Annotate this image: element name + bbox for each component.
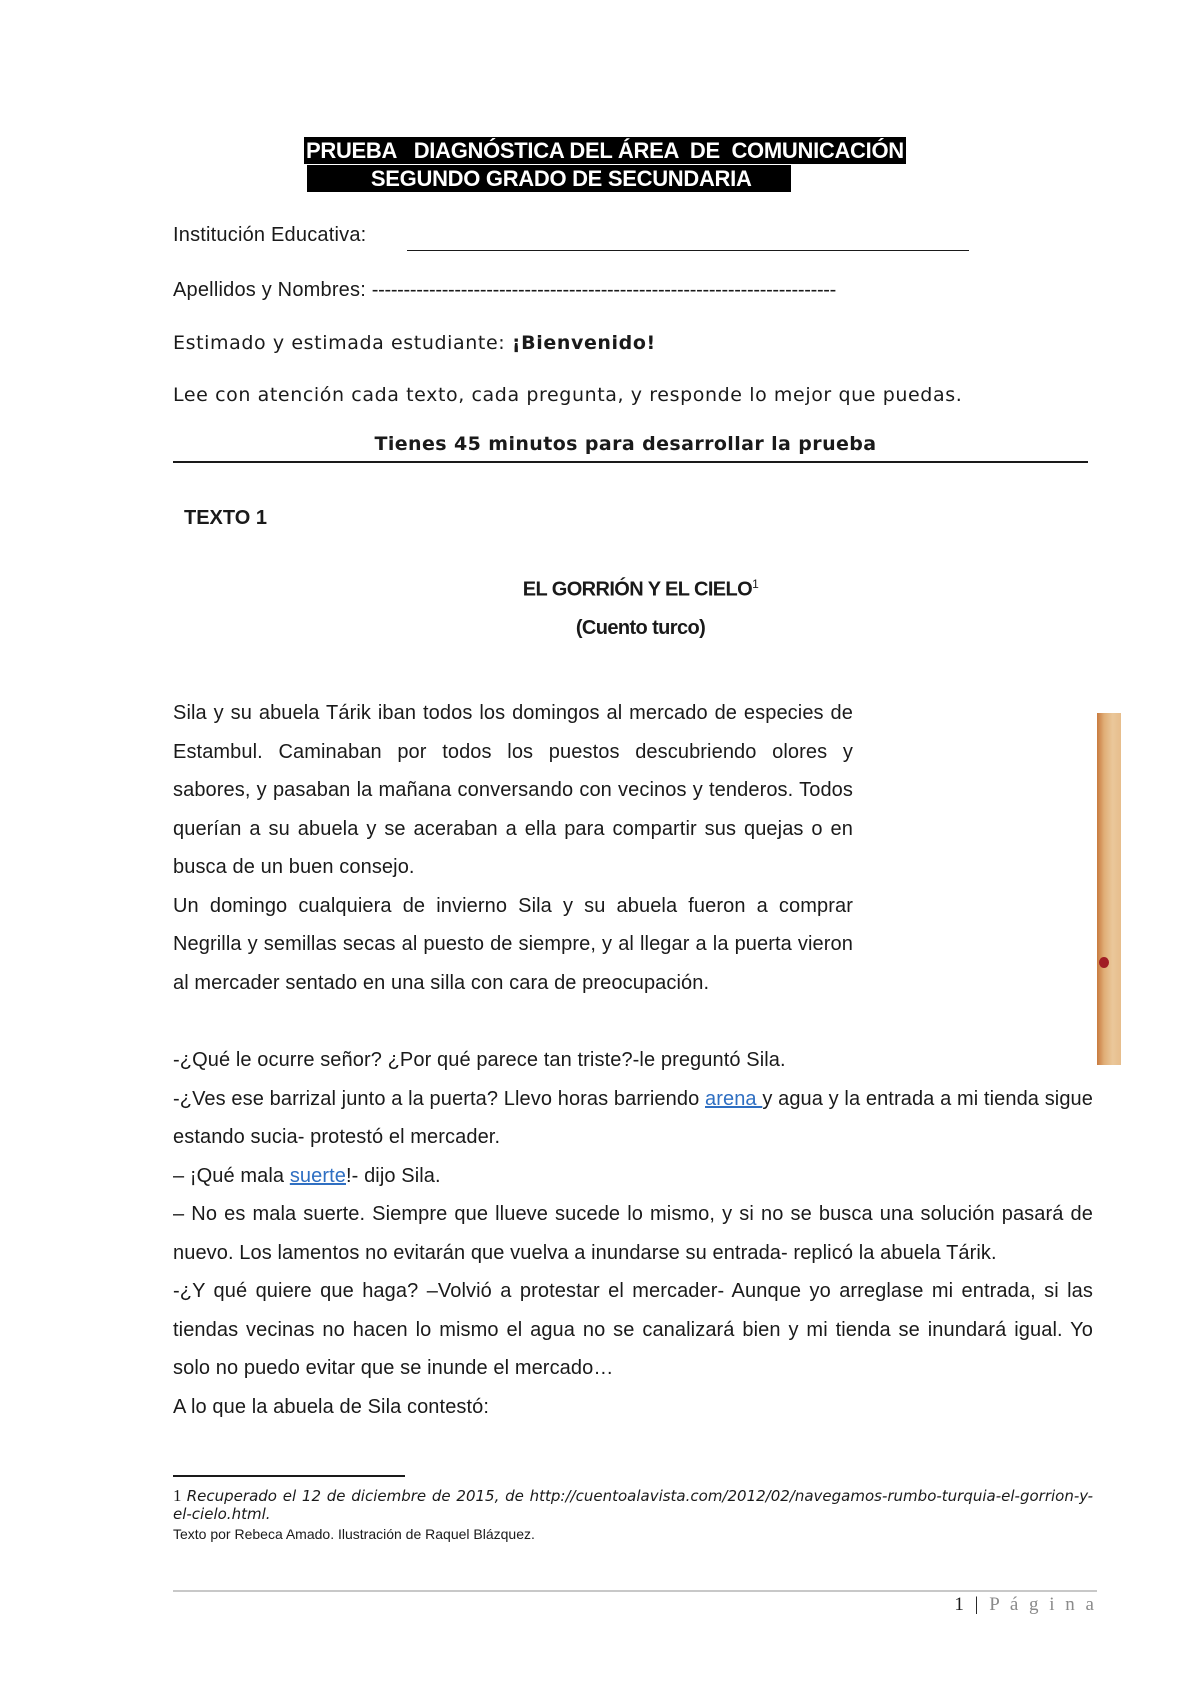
paragraph-3: -¿Qué le ocurre señor? ¿Por qué parece tan triste?-le preguntó Sila.	[173, 1049, 786, 1071]
paragraph-4-end: y agua y la entrada a mi tienda sigue estando sucia- protestó el mercader.	[173, 1087, 1094, 1148]
paragraph-5-start: – ¡Qué mala	[173, 1164, 290, 1187]
paragraph-5-end: !- dijo Sila.	[346, 1164, 441, 1187]
welcome-text: ¡Bienvenido!	[511, 332, 656, 354]
story-subtitle: (Cuento turco)	[575, 617, 706, 639]
story-title-text: EL GORRIÓN Y EL CIELO	[522, 578, 753, 601]
page-indicator	[954, 1594, 1097, 1616]
illustration-detail	[1099, 957, 1109, 968]
footnote-source[interactable]: Recuperado el 12 de diciembre de 2015, de http://cuentoalavista.com/2012/02/navegamos-rumbo-turquia-el-gorrion-y-el-cielo.html.	[173, 1487, 1093, 1523]
footnote	[173, 1487, 1093, 1523]
paragraph-1: Sila y su abuela Tárik iban todos los domingos al mercado de especies de Estambul. Caminaban por todos los puestos descubriendo olores y sabores, y pasaban la mañana conversando con vecinos y tenderos. Todos querían a su abuela y se aceraban a ella para compartir sus quejas o en busca de un buen consejo.	[173, 702, 853, 878]
paragraph-2: Un domingo cualquiera de invierno Sila y su abuela fueron a comprar Negrilla y semillas secas al puesto de siempre, y al llegar a la puerta vieron al mercader sentado en una silla con cara de preocupación.	[173, 894, 853, 994]
instruction-line: Lee con atención cada texto, cada pregunta, y responde lo mejor que puedas.	[173, 384, 963, 406]
title-line-2: SEGUNDO GRADO DE SECUNDARIA	[307, 165, 791, 192]
names-field[interactable]	[173, 279, 836, 302]
footer-rule	[173, 1590, 1097, 1592]
paragraph-5	[173, 1157, 1093, 1196]
page-separator: |	[966, 1594, 990, 1615]
institution-input-line[interactable]	[407, 226, 969, 251]
text-label: TEXTO 1	[184, 507, 267, 529]
title-line-1: PRUEBA DIAGNÓSTICA DEL ÁREA DE COMUNICACIÓN	[306, 138, 904, 163]
names-label: Apellidos y Nombres:	[173, 279, 366, 301]
story-intro-paragraphs	[173, 694, 853, 1002]
paragraph-4	[173, 1080, 1093, 1157]
time-notice: Tienes 45 minutos para desarrollar la prueba	[173, 433, 1088, 463]
names-dashes: -------------------------------------------------------------------------	[371, 279, 837, 301]
footnote-ref[interactable]: 1	[752, 577, 759, 591]
greeting-text: Estimado y estimada estudiante:	[173, 332, 512, 354]
story-title	[173, 577, 1088, 602]
footnote-number: 1	[173, 1486, 187, 1505]
paragraph-6: – No es mala suerte. Siempre que llueve sucede lo mismo, y si no se busca una solución pasará de nuevo. Los lamentos no evitarán que vuelva a inundarse su entrada- replicó la abuela Tárik.	[173, 1203, 1093, 1264]
story-body	[173, 1041, 1093, 1426]
page-label: P á g i n a	[989, 1594, 1097, 1615]
suerte-link[interactable]: suerte	[289, 1164, 346, 1187]
arena-link[interactable]: arena	[705, 1087, 763, 1110]
footnote-separator	[173, 1475, 405, 1477]
page-number: 1	[954, 1594, 967, 1615]
institution-label: Institución Educativa:	[173, 224, 367, 246]
paragraph-7: -¿Y qué quiere que haga? –Volvió a protestar el mercader- Aunque yo arreglase mi entrada, si las tiendas vecinas no hacen lo mismo el agua no se canalizará bien y mi tienda se inundará igual. Yo solo no puedo evitar que se inunde el mercado…	[173, 1280, 1093, 1379]
paragraph-4-start: -¿Ves ese barrizal junto a la puerta? Llevo horas barriendo	[173, 1087, 705, 1110]
story-illustration	[1097, 713, 1121, 1065]
footnote-credit: Texto por Rebeca Amado. Ilustración de Raquel Blázquez.	[173, 1526, 535, 1542]
greeting-line	[173, 332, 656, 354]
paragraph-8: A lo que la abuela de Sila contestó:	[173, 1395, 490, 1418]
